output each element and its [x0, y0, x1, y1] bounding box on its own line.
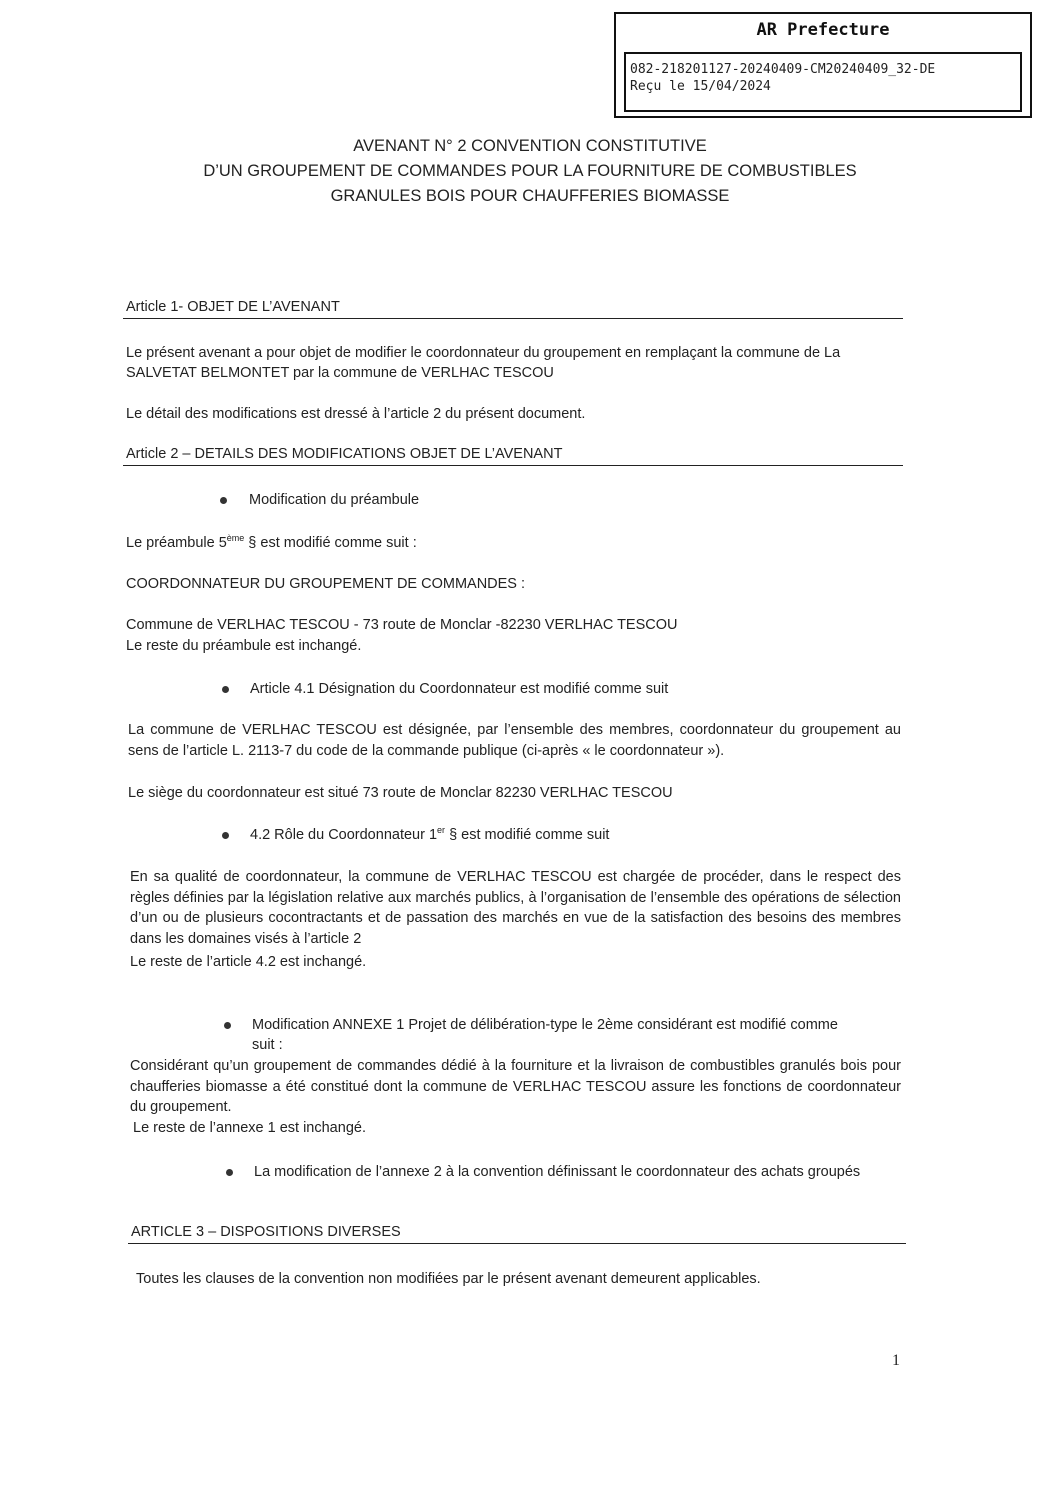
bullet-icon	[220, 497, 227, 504]
stamp-received-date: Reçu le 15/04/2024	[630, 79, 771, 94]
annexe-1-rest: Le reste de l’annexe 1 est inchangé.	[133, 1120, 366, 1136]
coordinator-address: Commune de VERLHAC TESCOU - 73 route de Monclar -82230 VERLHAC TESCOU	[126, 617, 678, 633]
coordinator-seat: Le siège du coordonnateur est situé 73 route de Monclar 82230 VERLHAC TESCOU	[128, 785, 673, 801]
bullet-icon	[222, 686, 229, 693]
article-3-heading: ARTICLE 3 – DISPOSITIONS DIVERSES	[131, 1224, 401, 1240]
stamp-reference: 082-218201127-20240409-CM20240409_32-DE	[630, 62, 936, 77]
preambule-text: Le préambule 5	[126, 535, 227, 551]
article-4-2-paragraph: En sa qualité de coordonnateur, la commune de VERLHAC TESCOU est chargée de procéder, dans le respect des règles définies par la législation relative aux marchés publics, à l’organisation de l’ensemble des opérations de sélection d’un ou de plusieurs cocontractants et de passation des marchés en vue de la satisfaction des besoins des membres dans les domaines visés à l’article 2	[130, 869, 901, 947]
stamp-details	[624, 52, 1022, 112]
bullet-article-4-1: Article 4.1 Désignation du Coordonnateur est modifié comme suit	[250, 681, 669, 697]
preambule-rest: Le reste du préambule est inchangé.	[126, 638, 362, 654]
title-line-2: D’UN GROUPEMENT DE COMMANDES POUR LA FOURNITURE DE COMBUSTIBLES	[203, 162, 857, 180]
bullet-annexe-1-line-2: suit :	[252, 1037, 283, 1053]
bullet-article-4-2-text-end: § est modifié comme suit	[445, 827, 610, 843]
article-2-rule	[123, 465, 903, 466]
article-3-rule	[128, 1243, 906, 1244]
article-3-paragraph: Toutes les clauses de la convention non modifiées par le présent avenant demeurent applicables.	[136, 1271, 761, 1287]
annexe-1-paragraph: Considérant qu’un groupement de commandes dédié à la fourniture et la livraison de combustibles granulés bois pour chaufferies biomasse a été constitué dont la commune de VERLHAC TESCOU assure les fonctions de coordonnateur du groupement.	[130, 1058, 901, 1115]
article-1-para-line-2: SALVETAT BELMONTET par la commune de VERLHAC TESCOU	[126, 365, 554, 381]
bullet-article-4-2	[250, 825, 609, 846]
bullet-icon	[226, 1169, 233, 1176]
article-1-heading: Article 1- OBJET DE L’AVENANT	[126, 299, 340, 315]
article-1-para-line-1: Le présent avenant a pour objet de modifier le coordonnateur du groupement en remplaçant la commune de La	[126, 345, 841, 361]
bullet-article-4-2-text: 4.2 Rôle du Coordonnateur 1	[250, 827, 438, 843]
coordinator-heading: COORDONNATEUR DU GROUPEMENT DE COMMANDES :	[126, 576, 526, 592]
preambule-superscript: ème	[226, 533, 245, 544]
article-1-para-2: Le détail des modifications est dressé à l’article 2 du présent document.	[126, 406, 586, 422]
bullet-annexe-2: La modification de l’annexe 2 à la convention définissant le coordonnateur des achats groupés	[254, 1164, 861, 1180]
article-2-heading: Article 2 – DETAILS DES MODIFICATIONS OBJET DE L’AVENANT	[126, 446, 563, 462]
title-line-3: GRANULES BOIS POUR CHAUFFERIES BIOMASSE	[330, 187, 730, 205]
preambule-modification	[126, 533, 417, 554]
document-title	[100, 134, 960, 209]
article-4-2-rest: Le reste de l’article 4.2 est inchangé.	[130, 954, 367, 970]
bullet-icon	[222, 832, 229, 839]
bullet-icon	[224, 1022, 231, 1029]
prefecture-stamp	[614, 12, 1032, 118]
article-4-1-paragraph: La commune de VERLHAC TESCOU est désignée, par l’ensemble des membres, coordonnateur du groupement au sens de l’article L. 2113-7 du code de la commande publique (ci-après « le coordonnateur »).	[128, 722, 901, 759]
bullet-article-4-2-superscript: er	[437, 825, 446, 836]
stamp-title: AR Prefecture	[756, 20, 890, 40]
preambule-text-end: § est modifié comme suit :	[244, 535, 417, 551]
bullet-preambule: Modification du préambule	[249, 492, 420, 508]
article-1-rule	[123, 318, 903, 319]
page-number: 1	[892, 1352, 900, 1369]
bullet-annexe-1-line-1: Modification ANNEXE 1 Projet de délibération-type le 2ème considérant est modifié comme	[252, 1017, 838, 1033]
title-line-1: AVENANT N° 2 CONVENTION CONSTITUTIVE	[353, 137, 707, 155]
